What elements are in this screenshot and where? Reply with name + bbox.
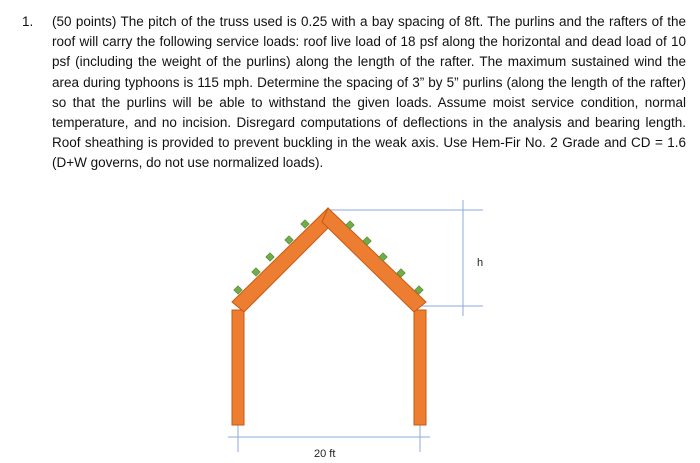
purlin bbox=[301, 220, 309, 228]
height-label: h bbox=[477, 257, 484, 269]
right-rafter bbox=[322, 208, 426, 312]
purlin bbox=[415, 286, 423, 294]
left-purlins bbox=[234, 220, 309, 294]
right-purlins bbox=[346, 221, 423, 294]
purlin bbox=[285, 236, 293, 244]
purlin bbox=[379, 253, 387, 261]
problem-statement bbox=[22, 12, 686, 174]
purlin bbox=[234, 286, 242, 294]
right-column bbox=[414, 310, 426, 425]
purlin bbox=[363, 237, 371, 245]
problem-text: (50 points) The pitch of the truss used is 0.25 with a bay spacing of 8ft. The purlins and the rafters of the roof will carry the following service loads: roof live load of 18 psf along the horizontal and dead load of 10 psf (including the weight of the purlins) along the length of the rafter. The maximum sustained wind the area during typhoons is 115 mph. Determine the spacing of 3” by 5” purlins (along the length of the rafter) so that the purlins will be able to withstand the given loads. Assume moist service condition, normal temperature, and no incision. Disregard computations of deflections in the analysis and bearing length. Roof sheathing is provided to prevent buckling in the weak axis. Use Hem-Fir No. 2 Grade and CD = 1.6 (D+W governs, do not use normalized loads). bbox=[52, 14, 686, 171]
purlin bbox=[266, 253, 274, 261]
purlin bbox=[397, 269, 405, 277]
left-column bbox=[232, 310, 244, 425]
span-label: 20 ft bbox=[314, 448, 336, 460]
purlin bbox=[252, 268, 260, 276]
left-rafter bbox=[232, 208, 334, 312]
problem-number: 1. bbox=[22, 14, 34, 29]
purlin bbox=[346, 221, 354, 229]
